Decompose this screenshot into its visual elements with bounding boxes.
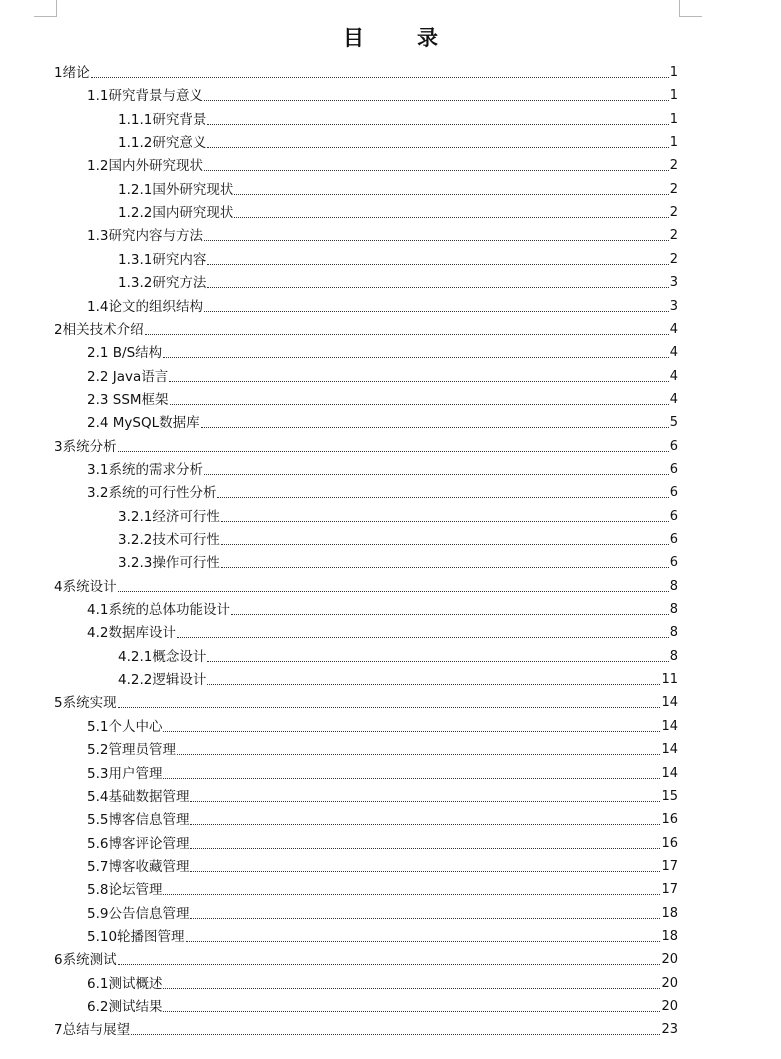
toc-entry-page-number: 18	[661, 905, 678, 921]
toc-title: 目 录	[343, 25, 454, 50]
toc-entry-label: 5.3用户管理	[87, 765, 163, 782]
toc-entry-page-number: 14	[661, 695, 678, 711]
toc-entry-page-number: 14	[661, 718, 678, 734]
toc-entry-label: 5.4基础数据管理	[87, 788, 190, 805]
dot-leader	[118, 591, 669, 592]
toc-entry-page-number: 1	[669, 111, 678, 127]
dot-leader	[204, 170, 669, 171]
toc-entry[interactable]	[118, 505, 678, 525]
toc-entry[interactable]	[87, 902, 678, 922]
toc-entry[interactable]	[54, 318, 678, 338]
toc-entry-page-number: 1	[669, 135, 678, 151]
toc-entry-label: 1.2.2国内研究现状	[118, 205, 234, 222]
dot-leader	[207, 147, 668, 148]
toc-entry-label: 4系统设计	[54, 578, 117, 595]
toc-entry-page-number: 6	[669, 508, 678, 524]
toc-entry-label: 1.2国内外研究现状	[87, 158, 203, 175]
toc-entry-label: 1.1.2研究意义	[118, 135, 207, 152]
dot-leader	[163, 1011, 660, 1012]
toc-entry-label: 2.2 Java语言	[87, 368, 169, 385]
toc-entry-page-number: 15	[661, 788, 678, 804]
toc-entry-page-number: 6	[669, 555, 678, 571]
toc-entry-page-number: 2	[669, 251, 678, 267]
dot-leader	[204, 100, 669, 101]
toc-entry[interactable]	[54, 948, 678, 968]
toc-entry-page-number: 6	[669, 532, 678, 547]
toc-entry-label: 3.2系统的可行性分析	[87, 485, 217, 502]
toc-entry-page-number: 8	[669, 578, 678, 594]
toc-entry-page-number: 23	[661, 1022, 678, 1038]
toc-entry[interactable]	[87, 762, 678, 782]
toc-entry-page-number: 8	[669, 625, 678, 641]
dot-leader	[207, 684, 660, 685]
toc-entry-page-number: 6	[669, 461, 678, 477]
toc-entry[interactable]	[87, 808, 678, 828]
toc-entry[interactable]	[87, 832, 678, 852]
dot-leader	[221, 521, 669, 522]
toc-entry[interactable]	[87, 365, 678, 385]
dot-leader	[190, 801, 660, 802]
toc-entry[interactable]	[87, 621, 678, 641]
toc-entry[interactable]	[118, 248, 678, 268]
toc-entry-label: 6.1测试概述	[87, 975, 163, 992]
toc-entry-page-number: 3	[669, 275, 678, 291]
toc-entry[interactable]	[54, 1018, 678, 1038]
toc-entry-label: 5.6博客评论管理	[87, 835, 190, 852]
toc-entry-page-number: 14	[661, 742, 678, 758]
toc-entry[interactable]	[118, 528, 678, 548]
toc-entry-label: 6系统测试	[54, 952, 117, 969]
toc-entry[interactable]	[87, 481, 678, 501]
toc-entry-label: 1.3.2研究方法	[118, 275, 207, 292]
dot-leader	[118, 451, 669, 452]
toc-entry[interactable]	[87, 224, 678, 244]
toc-entry-label: 3.2.2技术可行性	[118, 532, 220, 548]
toc-entry-page-number: 8	[669, 602, 678, 618]
toc-entry-label: 5.2管理员管理	[87, 742, 176, 759]
toc-entry-page-number: 4	[669, 345, 678, 361]
toc-entry-label: 1.2.1国外研究现状	[118, 181, 234, 198]
toc-entry[interactable]	[54, 435, 678, 455]
toc-entry[interactable]	[87, 878, 678, 898]
toc-entry-page-number: 1	[669, 88, 678, 104]
crop-mark-top-right	[679, 0, 702, 17]
toc-entry-label: 3系统分析	[54, 438, 117, 455]
toc-entry-page-number: 2	[669, 205, 678, 221]
toc-entry-label: 3.2.1经济可行性	[118, 508, 220, 525]
toc-entry-label: 4.2数据库设计	[87, 625, 176, 642]
toc-entry-label: 5.5博客信息管理	[87, 812, 190, 829]
toc-entry-page-number: 11	[661, 672, 678, 688]
dot-leader	[163, 357, 669, 358]
toc-entry-page-number: 2	[669, 228, 678, 244]
dot-leader	[204, 474, 669, 475]
toc-entry[interactable]	[87, 715, 678, 735]
toc-entry-label: 1.3研究内容与方法	[87, 228, 203, 245]
toc-entry[interactable]	[118, 551, 678, 571]
dot-leader	[221, 567, 669, 568]
toc-entry-page-number: 20	[661, 952, 678, 968]
toc-entry-page-number: 18	[661, 928, 678, 944]
dot-leader	[234, 194, 668, 195]
toc-entry-label: 5.10轮播图管理	[87, 928, 185, 945]
toc-entry[interactable]	[87, 388, 678, 408]
toc-entry-label: 2.1 B/S结构	[87, 345, 163, 362]
dot-leader	[163, 731, 660, 732]
toc-entry-page-number: 4	[669, 321, 678, 337]
toc-entry-label: 5.7博客收藏管理	[87, 858, 190, 875]
toc-entry-page-number: 17	[661, 882, 678, 898]
toc-entry[interactable]	[87, 341, 678, 361]
dot-leader	[170, 404, 669, 405]
toc-entry-page-number: 17	[661, 858, 678, 874]
toc-entry-page-number: 20	[661, 975, 678, 991]
toc-entry-label: 1.3.1研究内容	[118, 251, 207, 268]
toc-entry[interactable]	[118, 108, 678, 128]
toc-entry[interactable]	[118, 645, 678, 665]
dot-leader	[190, 848, 660, 849]
dot-leader	[169, 381, 668, 382]
toc-entry[interactable]	[87, 154, 678, 174]
dot-leader	[131, 1034, 660, 1035]
dot-leader	[177, 754, 660, 755]
dot-leader	[207, 264, 668, 265]
toc-entry-label: 4.2.1概念设计	[118, 648, 207, 665]
dot-leader	[91, 77, 669, 78]
toc-entry-label: 1.4论文的组织结构	[87, 298, 203, 315]
dot-leader	[201, 427, 669, 428]
toc-entry-label: 3.1系统的需求分析	[87, 461, 203, 478]
toc-entry-label: 5.9公告信息管理	[87, 905, 190, 922]
dot-leader	[145, 334, 669, 335]
toc-entry-label: 2.3 SSM框架	[87, 391, 169, 408]
dot-leader	[231, 614, 669, 615]
toc-entry[interactable]	[87, 855, 678, 875]
dot-leader	[221, 544, 669, 545]
dot-leader	[163, 894, 660, 895]
toc-entry[interactable]	[87, 995, 678, 1015]
toc-entry-label: 2相关技术介绍	[54, 321, 144, 338]
dot-leader	[186, 941, 661, 942]
dot-leader	[217, 497, 668, 498]
toc-entry-page-number: 4	[669, 391, 678, 407]
toc-entry-label: 5.1个人中心	[87, 718, 163, 735]
toc-entry-page-number: 6	[669, 438, 678, 454]
dot-leader	[190, 824, 660, 825]
dot-leader	[207, 287, 668, 288]
dot-leader	[207, 661, 668, 662]
toc-entry-page-number: 3	[669, 298, 678, 314]
toc-entry-page-number: 4	[669, 368, 678, 384]
toc-entry-page-number: 6	[669, 485, 678, 501]
toc-entry-page-number: 2	[669, 158, 678, 174]
toc-entry[interactable]	[87, 925, 678, 945]
dot-leader	[118, 964, 661, 965]
toc-entry[interactable]	[87, 738, 678, 758]
toc-entry[interactable]	[87, 411, 678, 431]
toc-entry-label: 1.1研究背景与意义	[87, 88, 203, 105]
toc-entry-label: 5系统实现	[54, 695, 117, 712]
toc-entry[interactable]	[87, 84, 678, 104]
toc-entry[interactable]	[118, 271, 678, 291]
dot-leader	[204, 240, 669, 241]
toc-entry[interactable]	[87, 785, 678, 805]
toc-entry[interactable]	[87, 295, 678, 315]
dot-leader	[177, 637, 669, 638]
toc-entry-page-number: 5	[669, 415, 678, 431]
toc-entry[interactable]	[54, 61, 678, 81]
toc-entry-label: 3.2.3操作可行性	[118, 555, 220, 572]
toc-entry-page-number: 1	[669, 65, 678, 80]
toc-entry[interactable]	[54, 691, 678, 711]
dot-leader	[163, 778, 660, 779]
dot-leader	[234, 217, 668, 218]
toc-entry[interactable]	[87, 972, 678, 992]
dot-leader	[207, 124, 668, 125]
toc-entry-page-number: 14	[661, 765, 678, 781]
toc-entry-label: 1.1.1研究背景	[118, 111, 207, 128]
toc-entry-label: 4.1系统的总体功能设计	[87, 602, 230, 619]
toc-entry-label: 7总结与展望	[54, 1022, 131, 1039]
toc-entry-label: 1绪论	[54, 65, 90, 81]
dot-leader	[163, 988, 660, 989]
toc-entry-label: 4.2.2逻辑设计	[118, 672, 207, 689]
toc-entry-label: 6.2测试结果	[87, 999, 163, 1015]
dot-leader	[118, 707, 661, 708]
dot-leader	[190, 918, 660, 919]
toc-entry[interactable]	[118, 178, 678, 198]
toc-entry-page-number: 2	[669, 181, 678, 197]
toc-entry-page-number: 8	[669, 648, 678, 664]
toc-entry-page-number: 16	[661, 835, 678, 851]
toc-entry-label: 2.4 MySQL数据库	[87, 415, 200, 432]
toc-entry-page-number: 20	[661, 999, 678, 1014]
toc-entry-page-number: 16	[661, 812, 678, 828]
crop-mark-top-left	[34, 0, 57, 17]
toc-entry[interactable]	[54, 575, 678, 595]
toc-entry[interactable]	[118, 668, 678, 688]
toc-entry[interactable]	[118, 131, 678, 151]
dot-leader	[204, 311, 669, 312]
toc-entry[interactable]	[87, 458, 678, 478]
toc-entry[interactable]	[87, 598, 678, 618]
dot-leader	[190, 871, 660, 872]
toc-entry-label: 5.8论坛管理	[87, 882, 163, 899]
toc-entry[interactable]	[118, 201, 678, 221]
